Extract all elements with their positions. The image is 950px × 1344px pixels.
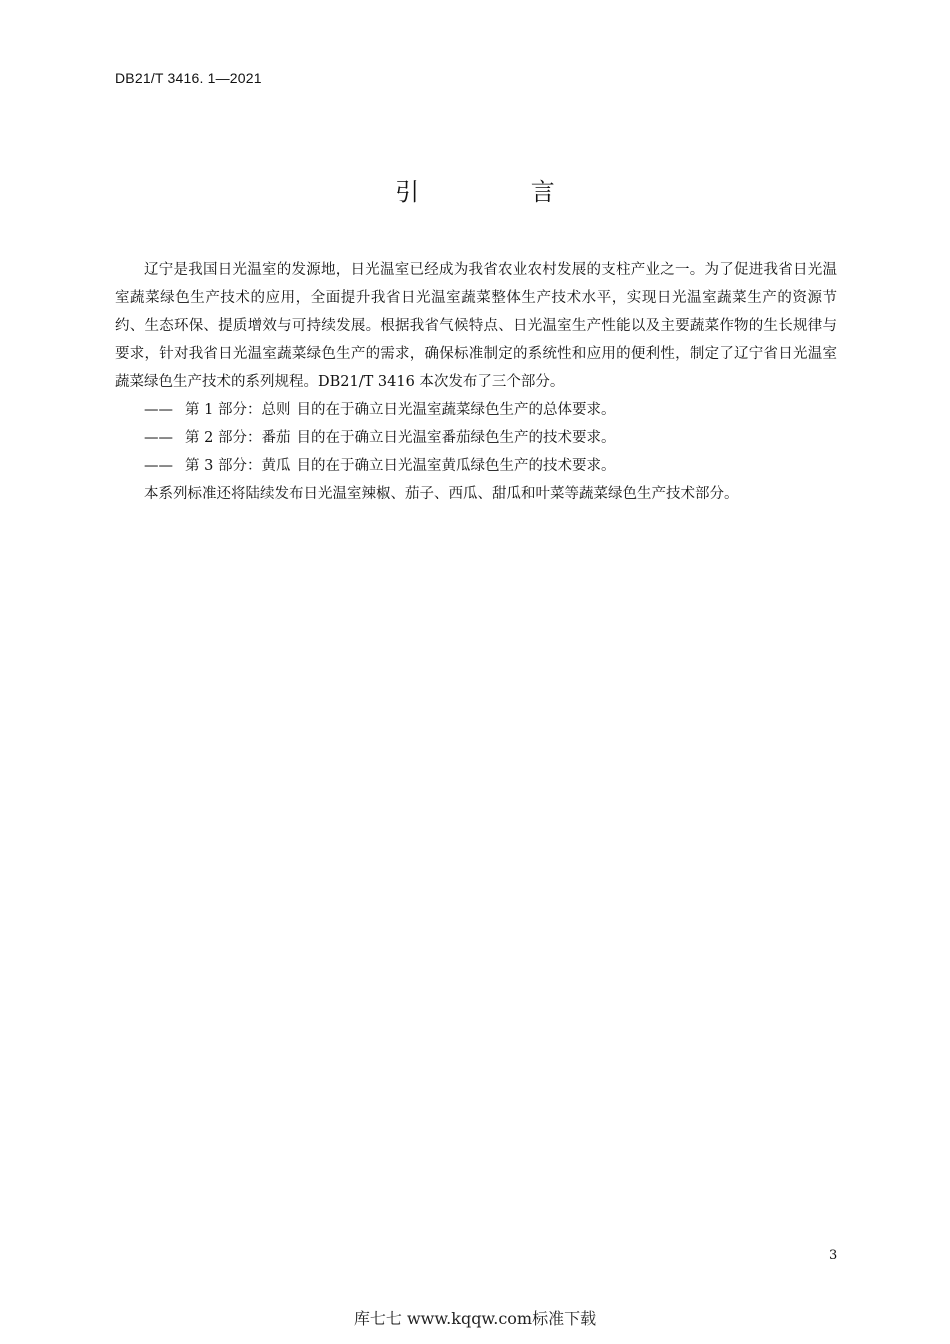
dash-marker: —— <box>144 430 173 446</box>
document-code: DB21/T 3416. 1—2021 <box>115 70 262 86</box>
part-description: 目的在于确立日光温室蔬菜绿色生产的总体要求。 <box>296 402 616 418</box>
part-list-item <box>115 396 837 424</box>
part-label: 第 1 部分：总则 <box>185 402 291 418</box>
dash-marker: —— <box>144 458 173 474</box>
part-list-item <box>115 424 837 452</box>
page-number: 3 <box>829 1248 838 1263</box>
page-title: 引 言 <box>395 178 607 206</box>
footer-watermark: 库七七 www.kqqw.com标准下载 <box>353 1309 597 1328</box>
part-label: 第 2 部分：番茄 <box>185 430 291 446</box>
part-description: 目的在于确立日光温室黄瓜绿色生产的技术要求。 <box>296 458 616 474</box>
part-description: 目的在于确立日光温室番茄绿色生产的技术要求。 <box>296 430 616 446</box>
closing-paragraph: 本系列标准还将陆续发布日光温室辣椒、茄子、西瓜、甜瓜和叶菜等蔬菜绿色生产技术部分。 <box>144 486 739 502</box>
part-list-item <box>115 452 837 480</box>
intro-paragraph: 辽宁是我国日光温室的发源地，日光温室已经成为我省农业农村发展的支柱产业之一。为了促进我省日光温室蔬菜绿色生产技术的应用，全面提升我省日光温室蔬菜整体生产技术水平，实现日光温室蔬菜生产的资源节约、生态环保、提质增效与可持续发展。根据我省气候特点、日光温室生产性能以及主要蔬菜作物的生长规律与要求，针对我省日光温室蔬菜绿色生产的需求，确保标准制定的系统性和应用的便利性，制定了辽宁省日光温室蔬菜绿色生产技术的系列规程。DB21/T 3416 本次发布了三个部分。 <box>115 262 837 390</box>
part-label: 第 3 部分：黄瓜 <box>185 458 291 474</box>
introduction-body <box>115 256 837 508</box>
dash-marker: —— <box>144 402 173 418</box>
